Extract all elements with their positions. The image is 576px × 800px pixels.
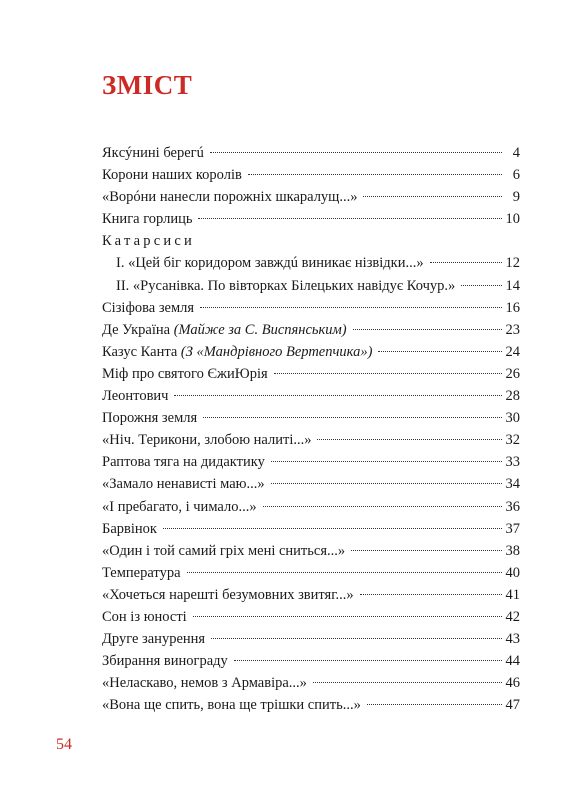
toc-entry: [102, 694, 520, 716]
toc-entry: [102, 407, 520, 429]
dot-leader: [187, 572, 502, 573]
toc-entry-title: Міф про святого ЄжиЮрія: [102, 365, 268, 382]
dot-leader: [274, 373, 502, 374]
toc-entry: [102, 275, 520, 297]
toc-entry: [102, 650, 520, 672]
toc-entry-title: Сон із юності: [102, 608, 187, 625]
toc-entry-title: Якcýнині берегú: [102, 145, 204, 161]
dot-leader: [211, 638, 501, 639]
dot-leader: [198, 218, 501, 219]
dot-leader: [360, 594, 502, 595]
toc-entry-title: Сізіфова земля: [102, 299, 195, 316]
page-title: ЗМІСТ: [102, 70, 193, 100]
toc-entry-title: Збирання винограду: [102, 653, 228, 670]
toc-entry-title: Де Україна (Майже за С. Виспянським): [102, 321, 347, 338]
toc-entry-title: Казус Канта (З «Мандрівного Вертепчика»): [102, 343, 373, 360]
dot-leader: [367, 704, 502, 705]
dot-leader: [234, 660, 502, 661]
dot-leader: [163, 528, 502, 529]
toc-entry-page: 10: [505, 211, 520, 228]
toc-entry-title: «Вона ще спить, вона ще трішки спить...»: [102, 697, 361, 714]
toc-entry: [102, 584, 520, 606]
toc-entry-title: I. «Цей біг коридором завждú виникає нізвідки...»: [116, 255, 424, 272]
toc-entry: [102, 496, 520, 518]
toc-entry: [102, 473, 520, 495]
dot-leader: [248, 174, 502, 175]
toc-entry-page: 44: [505, 653, 520, 670]
toc-entry-page: 46: [505, 675, 520, 692]
toc-entry-page: 40: [505, 564, 520, 581]
toc-entry-title: Леонтович: [102, 388, 169, 405]
dot-leader: [271, 461, 502, 462]
toc-section-heading: [102, 230, 520, 252]
toc-entry-page: 24: [505, 343, 520, 360]
toc-entry: [102, 606, 520, 628]
toc-entry-page: 16: [505, 299, 520, 316]
toc-entry: [102, 429, 520, 451]
dot-leader: [200, 307, 501, 308]
toc-entry: [102, 341, 520, 363]
toc-entry: [102, 518, 520, 540]
dot-leader: [378, 351, 501, 352]
toc-entry-title: «Ніч. Терикони, злобою налиті...»: [102, 432, 312, 449]
toc-entry-page: 43: [505, 631, 520, 648]
dot-leader: [263, 506, 502, 507]
toc-entry-title: «Нелаcкаво, немов з Армавіра...»: [102, 675, 307, 692]
dot-leader: [353, 329, 502, 330]
toc-entry: [102, 142, 520, 164]
toc-entry-title: Порожня земля: [102, 410, 198, 427]
toc-entry-title: Друге занурення: [102, 631, 206, 648]
toc-entry: [102, 319, 520, 341]
table-of-contents: [102, 142, 520, 716]
dot-leader: [317, 439, 501, 440]
dot-leader: [271, 483, 502, 484]
toc-entry-page: 42: [505, 608, 520, 625]
toc-entry: [102, 540, 520, 562]
dot-leader: [430, 262, 502, 263]
toc-entry-page: 37: [505, 520, 520, 537]
toc-entry-page: 34: [505, 476, 520, 493]
toc-entry-title: Температура: [102, 564, 181, 581]
toc-entry-title: Раптова тяга на дидактику: [102, 454, 265, 471]
toc-entry-title: «Замало ненависті маю...»: [102, 476, 265, 493]
toc-entry: [102, 208, 520, 230]
toc-entry-title: II. «Русанівка. По вівторках Білецьких навідує Кочур.»: [116, 277, 456, 294]
toc-entry-title: «Один і той самий гріх мені сниться...»: [102, 542, 346, 559]
toc-entry-title: «І пребагато, і чимало...»: [102, 498, 257, 515]
toc-entry-page: 38: [505, 542, 520, 559]
toc-entry: [102, 385, 520, 407]
toc-entry-page: 30: [505, 410, 520, 427]
toc-entry-page: 26: [505, 365, 520, 382]
toc-entry-subtitle: (З «Мандрівного Вертепчика»): [180, 343, 373, 360]
toc-entry-title: Катарсиси: [102, 233, 195, 250]
toc-entry: [102, 672, 520, 694]
dot-leader: [203, 417, 501, 418]
toc-entry: [102, 164, 520, 186]
dot-leader: [461, 285, 501, 286]
toc-entry-title: «Хочеться нарешті безумовних звитяг...»: [102, 586, 354, 603]
toc-entry-page: 4: [512, 145, 520, 161]
toc-entry-page: 33: [505, 454, 520, 471]
toc-entry-page: 9: [512, 189, 520, 206]
dot-leader: [210, 152, 502, 153]
toc-entry: [102, 186, 520, 208]
toc-entry-title: Барвінок: [102, 520, 157, 537]
dot-leader: [363, 196, 502, 197]
toc-entry-page: 41: [505, 586, 520, 603]
toc-entry-page: 14: [505, 277, 520, 294]
toc-entry-page: 36: [505, 498, 520, 515]
page-number: 54: [56, 736, 72, 753]
toc-entry-page: 23: [505, 321, 520, 338]
dot-leader: [313, 682, 502, 683]
toc-entry-page: 28: [505, 388, 520, 405]
toc-entry-subtitle: (Майже за С. Виспянським): [173, 321, 347, 338]
toc-entry: [102, 451, 520, 473]
toc-entry: [102, 252, 520, 274]
dot-leader: [174, 395, 501, 396]
toc-entry: [102, 562, 520, 584]
toc-entry-page: 47: [505, 697, 520, 714]
dot-leader: [351, 550, 501, 551]
toc-entry: [102, 628, 520, 650]
toc-entry-title: «Ворóни нанесли порожніх шкаралущ...»: [102, 189, 358, 206]
toc-entry: [102, 363, 520, 385]
toc-entry-title: Книга горлиць: [102, 211, 193, 228]
toc-entry-page: 12: [505, 255, 520, 272]
toc-entry: [102, 297, 520, 319]
dot-leader: [193, 616, 502, 617]
toc-entry-title: Корони наших королів: [102, 167, 242, 184]
toc-entry-page: 32: [505, 432, 520, 449]
toc-entry-page: 6: [512, 167, 520, 184]
